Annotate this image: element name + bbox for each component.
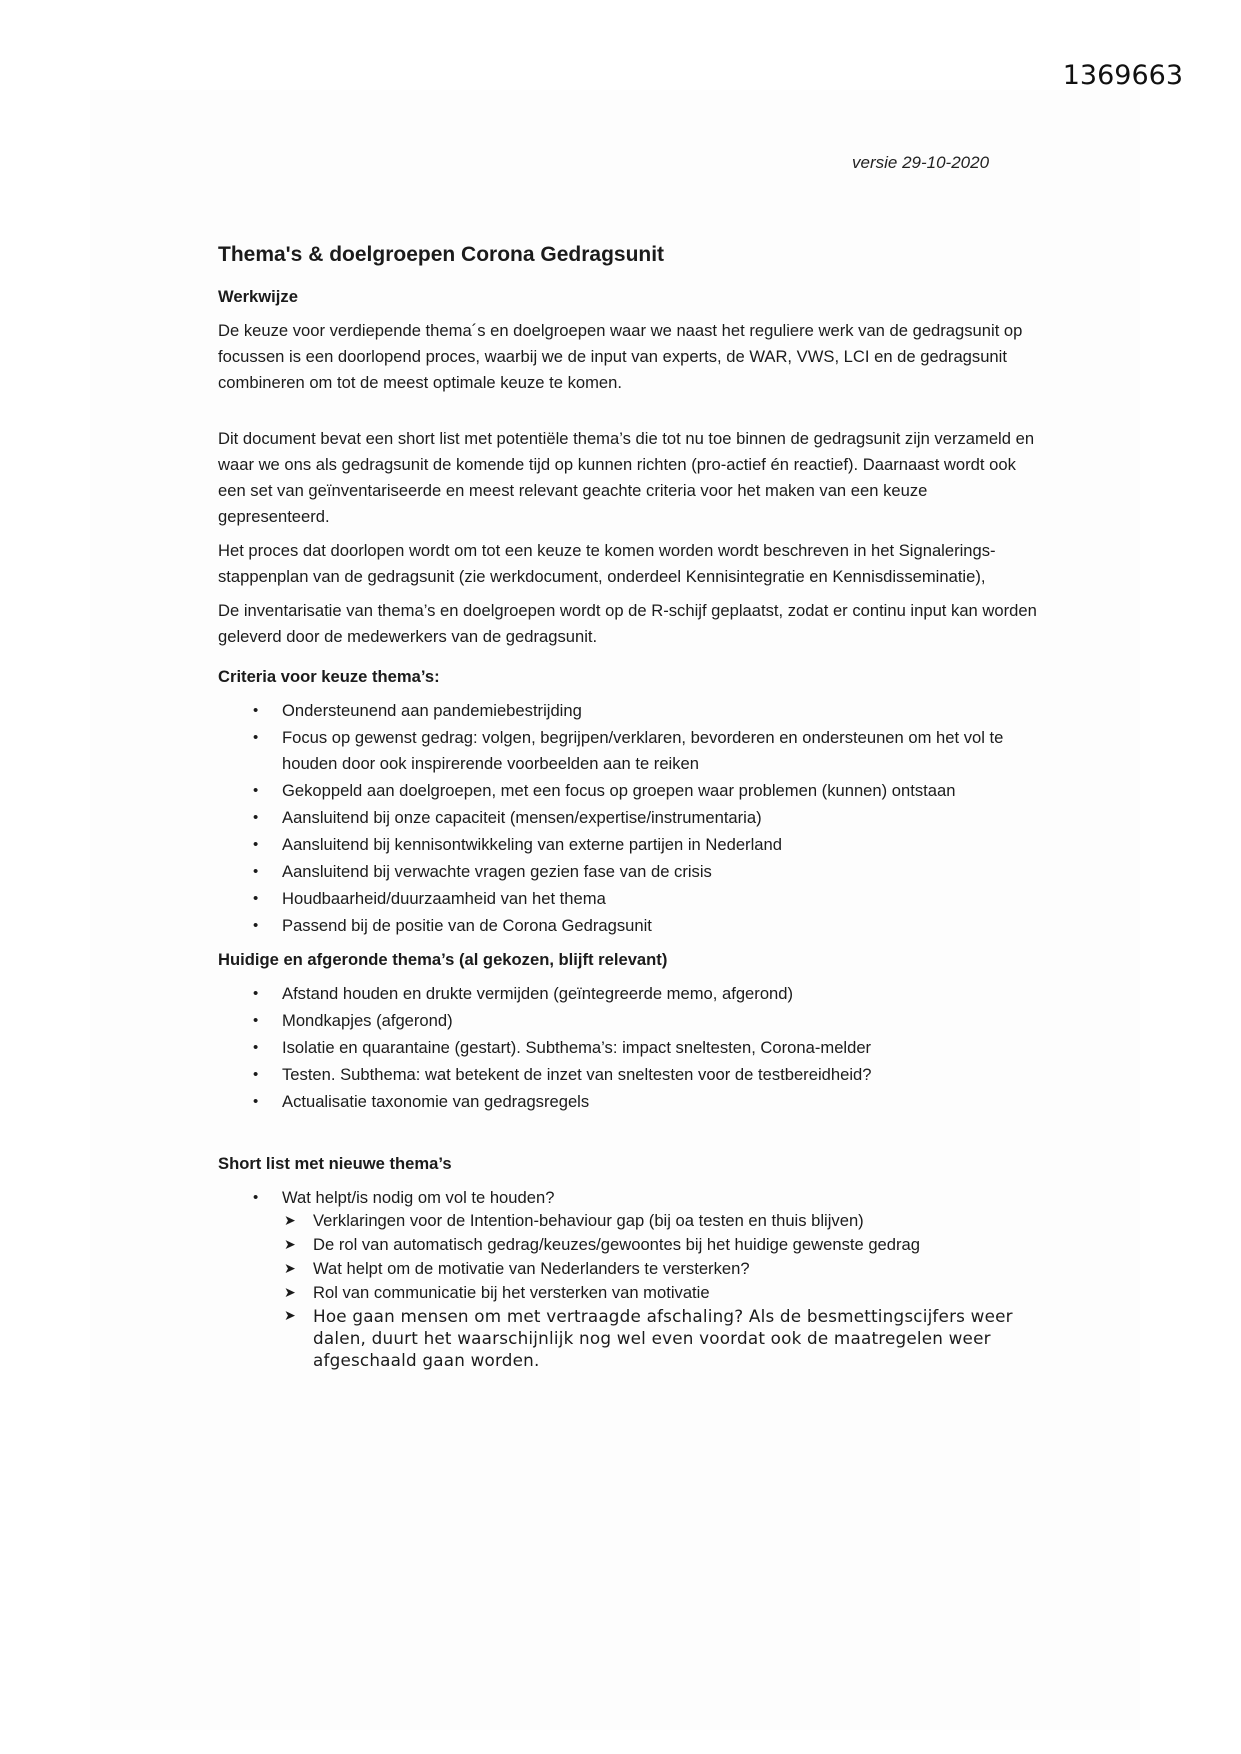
sub-list-item-text: Verklaringen voor de Intention-behaviour gap (bij oa testen en thuis blijven): [313, 1211, 864, 1230]
list-item: • Aansluitend bij verwachte vragen gezien fase van de crisis: [218, 859, 1038, 885]
paragraph: Dit document bevat een short list met potentiële thema’s die tot nu toe binnen de gedragsunit zijn verzameld en waar we ons als gedragsunit de komende tijd op kunnen richten (pro-actief én reactief). Daarnaast wordt ook een set van geïnventariseerde en meest relevant geachte criteria voor het maken van een keuze gepresenteerd.: [218, 429, 1035, 526]
paragraph: Het proces dat doorlopen wordt om tot een keuze te komen worden wordt beschreven in het Signalerings-stappenplan van de gedragsunit (zie werkdocument, onderdeel Kennisintegratie en Kennisdisseminatie),: [218, 541, 996, 586]
section-criteria: [218, 664, 1038, 939]
paragraph: De inventarisatie van thema’s en doelgroepen wordt op de R-schijf geplaatst, zodat er continu input kan worden geleverd door de medewerkers van de gedragsunit.: [218, 601, 1037, 646]
arrow-bullet-icon: ➤: [284, 1308, 296, 1324]
list-item: • Ondersteunend aan pandemiebestrijding: [218, 698, 1038, 724]
current-themes-list: [218, 981, 1038, 1115]
sub-list-item: [282, 1305, 1038, 1371]
section-heading-werkwijze: Werkwijze: [218, 287, 298, 306]
document-number: 1369663: [1062, 60, 1183, 91]
arrow-bullet-icon: ➤: [284, 1261, 296, 1277]
shortlist-sublist: [218, 1209, 1038, 1371]
section-current-themes: [218, 947, 1038, 1115]
arrow-bullet-icon: ➤: [284, 1237, 296, 1253]
list-item: • Gekoppeld aan doelgroepen, met een focus op groepen waar problemen (kunnen) ontstaan: [218, 778, 1038, 804]
shortlist-list: [218, 1185, 1038, 1211]
list-item: [218, 1185, 1038, 1211]
sub-list-item: [282, 1233, 1038, 1257]
sub-list-item: [282, 1257, 1038, 1281]
sub-list-item-text: De rol van automatisch gedrag/keuzes/gewoontes bij het huidige gewenste gedrag: [313, 1235, 920, 1254]
list-item: • Actualisatie taxonomie van gedragsregels: [218, 1089, 1038, 1115]
criteria-list: [218, 698, 1038, 939]
arrow-bullet-icon: ➤: [284, 1213, 296, 1229]
list-item: • Aansluitend bij onze capaciteit (mensen/expertise/instrumentaria): [218, 805, 1038, 831]
sub-list-item-text: Wat helpt om de motivatie van Nederlanders te versterken?: [313, 1259, 750, 1278]
document-title: Thema's & doelgroepen Corona Gedragsunit: [218, 243, 665, 266]
list-item: • Afstand houden en drukte vermijden (geïntegreerde memo, afgerond): [218, 981, 1038, 1007]
section-heading-shortlist: Short list met nieuwe thema’s: [218, 1154, 452, 1173]
document-body: [218, 240, 1038, 1371]
list-item: • Focus op gewenst gedrag: volgen, begrijpen/verklaren, bevorderen en ondersteunen om het vol te houden door ook inspirerende voorbeelden aan te reiken: [218, 725, 1038, 777]
section-heading-criteria: Criteria voor keuze thema’s:: [218, 667, 440, 686]
list-item: • Aansluitend bij kennisontwikkeling van externe partijen in Nederland: [218, 832, 1038, 858]
section-heading-current: Huidige en afgeronde thema’s (al gekozen, blijft relevant): [218, 950, 668, 969]
sub-list-item-text: Hoe gaan mensen om met vertraagde afschaling? Als de besmettingscijfers weer dalen, duurt het waarschijnlijk nog wel even voordat ook de maatregelen weer afgeschaald gaan worden.: [313, 1306, 1013, 1370]
paragraph: De keuze voor verdiepende thema´s en doelgroepen waar we naast het reguliere werk van de gedragsunit op focussen is een doorlopend proces, waarbij we de input van experts, de WAR, VWS, LCI en de gedragsunit combineren om tot de meest optimale keuze te komen.: [218, 321, 1023, 392]
sub-list-item: [282, 1281, 1038, 1305]
list-item: • Mondkapjes (afgerond): [218, 1008, 1038, 1034]
list-item: • Passend bij de positie van de Corona Gedragsunit: [218, 913, 1038, 939]
section-werkwijze: [218, 284, 1038, 650]
version-date: versie 29-10-2020: [852, 153, 990, 172]
list-item: • Houdbaarheid/duurzaamheid van het thema: [218, 886, 1038, 912]
arrow-bullet-icon: ➤: [284, 1285, 296, 1301]
list-item-text: Wat helpt/is nodig om vol te houden?: [282, 1188, 555, 1207]
sub-list-item: [282, 1209, 1038, 1233]
list-item: • Testen. Subthema: wat betekent de inzet van sneltesten voor de testbereidheid?: [218, 1062, 1038, 1088]
list-item: • Isolatie en quarantaine (gestart). Subthema’s: impact sneltesten, Corona-melder: [218, 1035, 1038, 1061]
section-shortlist: [218, 1151, 1038, 1371]
sub-list-item-text: Rol van communicatie bij het versterken van motivatie: [313, 1283, 710, 1302]
